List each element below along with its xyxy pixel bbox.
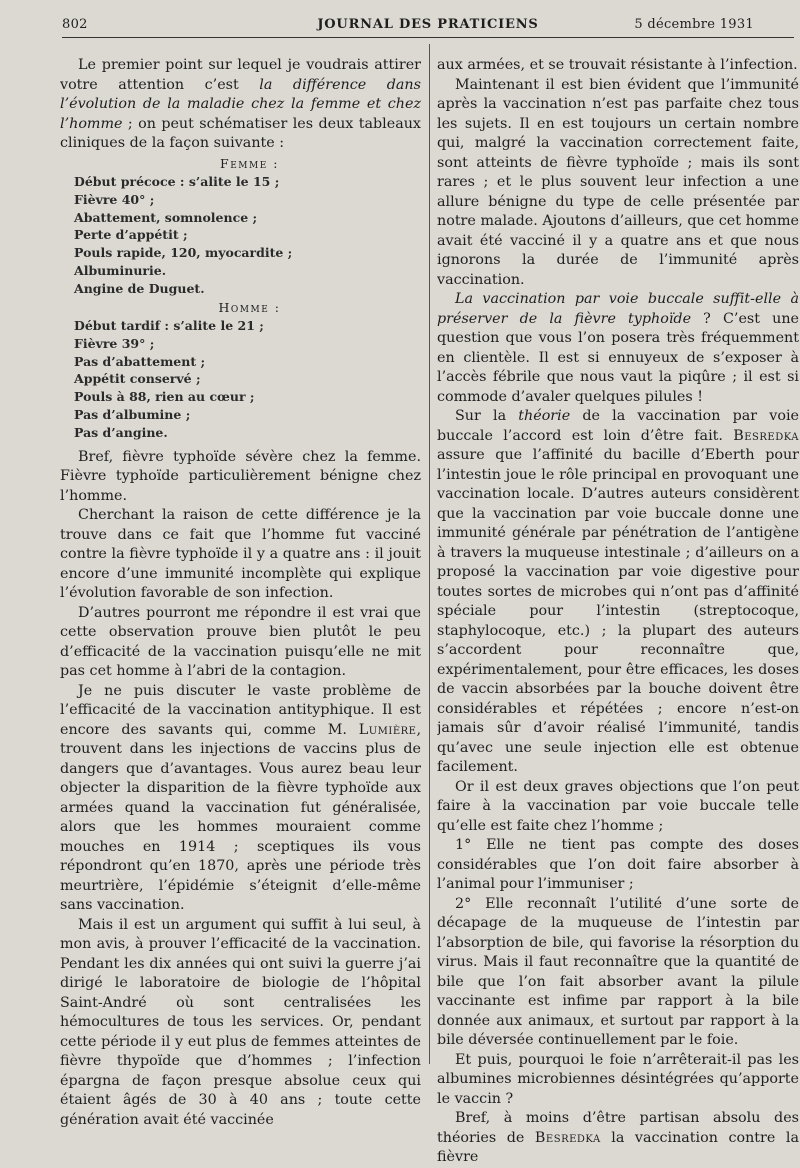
paragraph: Or il est deux graves objections que l’on peut faire à la vaccination par voie buccale telle qu’elle est faite chez l’homme ;	[437, 778, 799, 834]
section-heading-homme: Homme :	[218, 299, 281, 315]
author-name: Besredka	[534, 1129, 601, 1146]
symptom-list-homme	[60, 317, 421, 442]
paragraph: Je ne puis discuter le vaste problème de l’efficacité de la vaccination antityphique. Il est encore des savants qui, comme M. Lumière, trouvent dans les injections de vaccins plus de dangers que d’avantages. Vous aurez beau leur objecter la disparition de la fièvre typhoïde aux armées quand la vaccination fut généralisée, alors que les hommes mouraient comme mouches en 1914 ; sceptiques ils vous répondront qu’en 1870, après une période très meurtrière, l’épidémie s’éteignit d’elle-même sans vaccination.	[60, 682, 421, 914]
page-number: 802	[62, 17, 88, 32]
section-heading-femme: Femme :	[220, 155, 279, 171]
list-item: Début tardif : s’alite le 21 ;	[74, 318, 264, 334]
list-item: Abattement, somnolence ;	[74, 209, 258, 225]
list-item: Perte d’appétit ;	[74, 227, 188, 243]
list-item: Fièvre 40° ;	[74, 191, 155, 207]
author-name: Besredka	[733, 427, 799, 444]
journal-title: JOURNAL DES PRATICIENS	[317, 17, 539, 32]
paragraph: Le premier point sur lequel je voudrais attirer votre attention c’est la différence dans l’évolution de la maladie chez la femme et chez l’homme ; on peut schématiser les deux tableaux cliniques de la façon suivante :	[60, 57, 421, 151]
column-divider	[429, 44, 430, 1064]
paragraph: Cherchant la raison de cette différence je la trouve dans ce fait que l’homme fut vacciné contre la fièvre typhoïde il y a quatre ans : il jouit encore d’une immunité incomplète qui explique l’évolution favorable de son infection.	[60, 507, 421, 602]
paragraph: 2° Elle reconnaît l’utilité d’une sorte de décapage de la muqueuse de l’intestin par l’absorption de bile, qui favorise la résorption du virus. Mais il faut reconnaître que la quantité de bile que l’on fait absorber avant la pilule vaccinante est infime par rapport à la bile donnée aux animaux, et surtout par rapport à la bile déversée continuellement par le foie.	[437, 895, 799, 1048]
paragraph: La vaccination par voie buccale suffit-elle à préserver de la fièvre typhoïde ? C’est une question que vous l’on posera très fréquemment en clientèle. Il est si ennuyeux de s’exposer à l’accès fébrile que nous vaut la piqûre ; il est si commode d’avaler quelques pilules !	[437, 291, 799, 405]
list-item: Pas d’abattement ;	[74, 353, 206, 369]
paragraph: Mais il est un argument qui suffit à lui seul, à mon avis, à prouver l’efficacité de la vaccination. Pendant les dix années qui ont suivi la guerre j’ai dirigé le laboratoire de biologie de l’hôpital Saint-André où sont centralisées les hémocultures de tous les services. Or, pendant cette période il y eut plus de femmes atteintes de fièvre thypoïde que d’hommes ; l’infection épargna de façon presque absolue ceux qui étaient âgés de 30 à 40 ans ; toute cette génération avait été vaccinée	[60, 916, 421, 1128]
author-name: Lumière	[358, 721, 417, 738]
list-item: Fièvre 39° ;	[74, 335, 155, 351]
list-item: Début précoce : s’alite le 15 ;	[74, 174, 280, 189]
list-item: Pouls à 88, rien au cœur ;	[74, 389, 255, 405]
paragraph: aux armées, et se trouvait résistante à l’infection.	[437, 57, 798, 73]
paragraph: D’autres pourront me répondre il est vrai que cette observation prouve bien plutôt le peu d’efficacité de la vaccination puisqu’elle ne mit pas cet homme à l’abri de la contagion.	[60, 604, 421, 680]
paragraph: Maintenant il est bien évident que l’immunité après la vaccination n’est pas parfaite chez tous les sujets. Il en est toujours un certain nombre qui, malgré la vaccination correctement faite, sont atteints de fièvre typhoïde ; mais ils sont rares ; et le plus souvent leur infection a une allure bénigne du type de celle présentée par notre malade. Ajoutons d’ailleurs, que cet homme avait été vacciné il y a quatre ans et que nous ignorons la durée de l’immunité après vaccination.	[437, 76, 799, 288]
paragraph: Et puis, pourquoi le foie n’arrêterait-il pas les albumines microbiennes désintégrées qu’apporte le vaccin ?	[437, 1051, 799, 1107]
list-item: Pouls rapide, 120, myocardite ;	[74, 245, 293, 261]
symptom-list-femme	[60, 173, 421, 298]
paragraph: Bref, fièvre typhoïde sévère chez la femme. Fièvre typhoïde particulièrement bénigne chez l’homme.	[60, 448, 421, 504]
paragraph: 1° Elle ne tient pas compte des doses considérables que l’on doit faire absorber à l’animal pour l’immuniser ;	[437, 837, 799, 892]
list-item: Pas d’angine.	[74, 424, 168, 440]
header-rule	[62, 37, 794, 38]
list-item: Pas d’albumine ;	[74, 407, 191, 423]
left-column	[60, 56, 421, 1130]
list-item: Appétit conservé ;	[74, 371, 201, 387]
issue-date: 5 décembre 1931	[634, 17, 754, 32]
right-column	[437, 56, 799, 1168]
list-item: Albuminurie.	[74, 262, 167, 278]
paragraph: Sur la théorie de la vaccination par voie buccale l’accord est loin d’être fait. Besredka assure que l’affinité du bacille d’Eberth pour l’intestin joue le rôle principal en provoquant une vaccination locale. D’autres auteurs considèrent que la vaccination par voie buccale donne une immunité générale par pénétration de l’antigène à travers la muqueuse intestinale ; d’ailleurs on a proposé la vaccination par voie digestive pour toutes sortes de microbes qui n’ont pas d’affinité spéciale pour l’intestin (streptocoque, staphylocoque, etc.) ; la plupart des auteurs s’accordent pour reconnaître que, expérimentalement, pour être efficaces, les doses de vaccin absorbées par la bouche doivent être considérables et répétées ; encore n’est-on jamais sûr d’avoir réalisé l’immunité, tandis qu’avec une seule injection elle est obtenue facilement.	[437, 408, 799, 775]
list-item: Angine de Duguet.	[74, 280, 205, 296]
paragraph: Bref, à moins d’être partisan absolu des théories de Besredka la vaccination contre la fièvre	[437, 1110, 799, 1165]
